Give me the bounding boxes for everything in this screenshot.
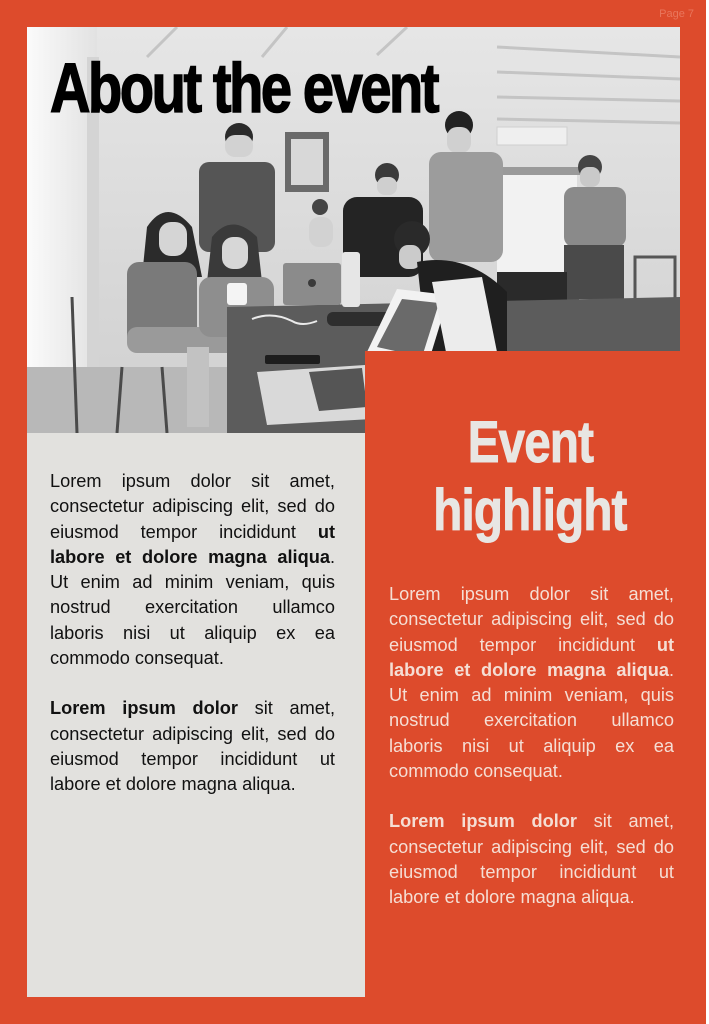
text-segment: Lorem ipsum dolor sit amet, consectetur adipiscing elit, sed do eiusmod tempor incididunt bbox=[389, 584, 674, 655]
text-segment: sit amet, consectetur adipiscing elit, sed do eiusmod tempor incididunt ut labore et dolore magna aliqua. bbox=[50, 698, 335, 795]
page-number: Page 7 bbox=[659, 8, 694, 20]
text-segment-bold: Lorem ipsum dolor bbox=[389, 811, 577, 832]
text-segment: Lorem ipsum dolor sit amet, consectetur adipiscing elit, sed do eiusmod tempor incididunt bbox=[50, 471, 335, 542]
highlight-paragraph-1 bbox=[389, 582, 674, 784]
about-paragraph-1 bbox=[50, 469, 335, 671]
about-paragraph-2 bbox=[50, 696, 335, 797]
highlight-paragraph-2 bbox=[389, 809, 674, 910]
about-body-text bbox=[50, 469, 335, 823]
text-segment-bold: Lorem ipsum dolor bbox=[50, 698, 238, 719]
text-segment-bold: ut labore et dolore magna aliqua bbox=[389, 634, 674, 680]
text-segment: . Ut enim ad minim veniam, quis nostrud exercitation ullamco laboris nisi ut aliquip ex ea commodo consequat. bbox=[389, 659, 674, 782]
highlight-body-text bbox=[389, 582, 674, 936]
about-text-panel bbox=[27, 433, 365, 997]
page-title: About the event bbox=[50, 49, 438, 127]
highlight-title-line-2: highlight bbox=[433, 478, 627, 543]
text-segment: sit amet, consectetur adipiscing elit, sed do eiusmod tempor incididunt ut labore et dolore magna aliqua. bbox=[389, 811, 674, 908]
text-segment-bold: ut labore et dolore magna aliqua bbox=[50, 521, 335, 567]
event-highlight-title bbox=[365, 409, 695, 545]
highlight-title-line-1: Event bbox=[467, 410, 593, 475]
event-highlight-panel bbox=[365, 351, 680, 997]
text-segment: . Ut enim ad minim veniam, quis nostrud exercitation ullamco laboris nisi ut aliquip ex ea commodo consequat. bbox=[50, 546, 335, 669]
